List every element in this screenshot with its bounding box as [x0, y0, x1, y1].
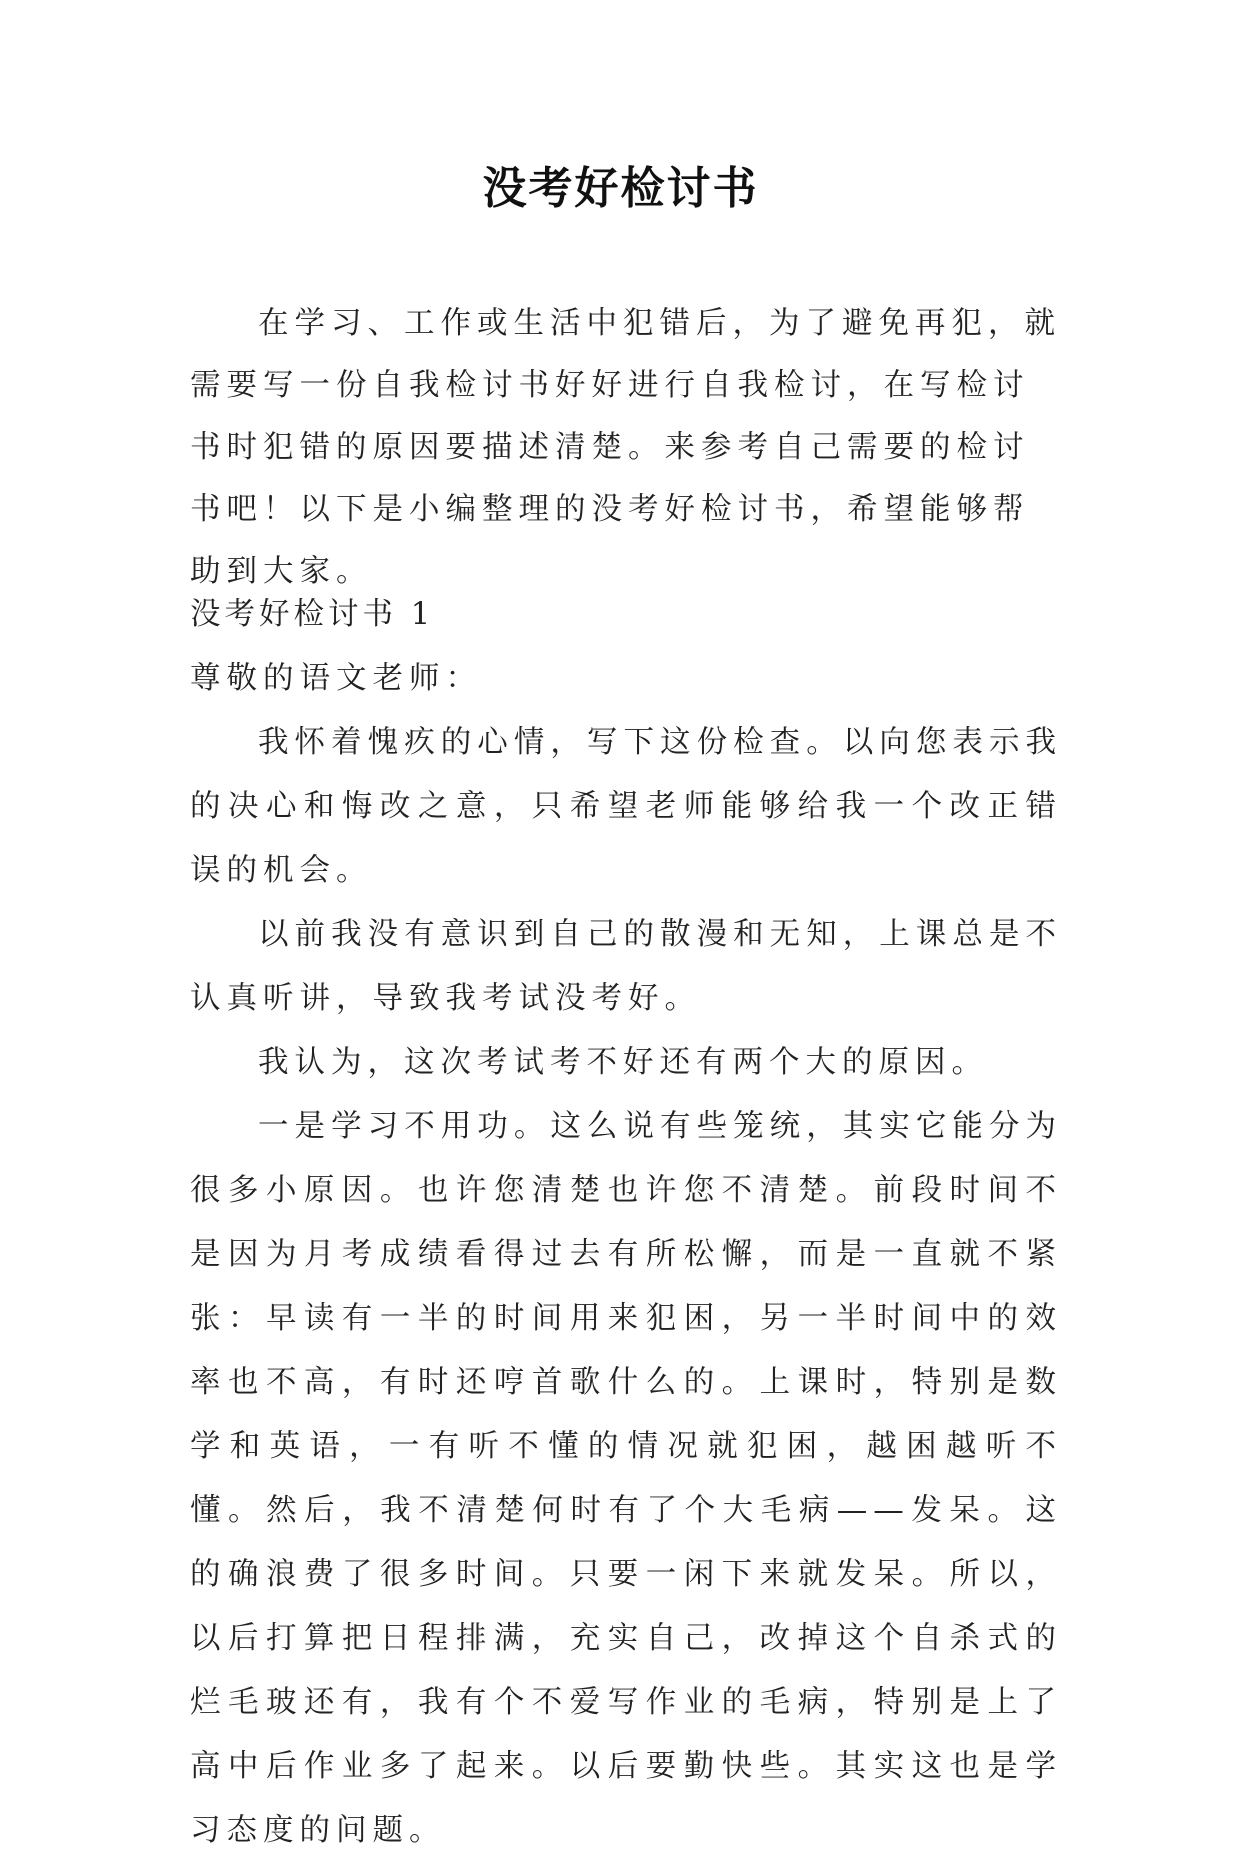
body-paragraph: 我认为，这次考试考不好还有两个大的原因。 — [258, 1045, 988, 1080]
article-body — [190, 583, 1062, 1863]
intro-paragraph: 在学习、工作或生活中犯错后，为了避免再犯，就需要写一份自我检讨书好好进行自我检讨，在写检讨书时犯错的原因要描述清楚。来参考自己需要的检讨书吧！以下是小编整理的没考好检讨书，希望能够帮助到大家。 — [190, 306, 1061, 589]
salutation: 尊敬的语文老师： — [190, 661, 482, 696]
body-paragraph: 我怀着愧疚的心情，写下这份检查。以向您表示我的决心和悔改之意，只希望老师能够给我一个改正错误的机会。 — [190, 725, 1062, 888]
body-paragraph: 一是学习不用功。这么说有些笼统，其实它能分为很多小原因。也许您清楚也许您不清楚。前段时间不是因为月考成绩看得过去有所松懈，而是一直就不紧张：早读有一半的时间用来犯困，另一半时间中的效率也不高，有时还哼首歌什么的。上课时，特别是数学和英语，一有听不懂的情况就犯困，越困越听不懂。然后，我不清楚何时有了个大毛病——发呆。这的确浪费了很多时间。只要一闲下来就发呆。所以，以后打算把日程排满，充实自己，改掉这个自杀式的烂毛玻还有，我有个不爱写作业的毛病，特别是上了高中后作业多了起来。以后要勤快些。其实这也是学习态度的问题。 — [190, 1109, 1062, 1848]
document-title: 没考好检讨书 — [482, 163, 759, 214]
section-heading: 没考好检讨书 1 — [190, 597, 435, 632]
body-paragraph: 以前我没有意识到自己的散漫和无知，上课总是不认真听讲，导致我考试没考好。 — [190, 917, 1062, 1016]
